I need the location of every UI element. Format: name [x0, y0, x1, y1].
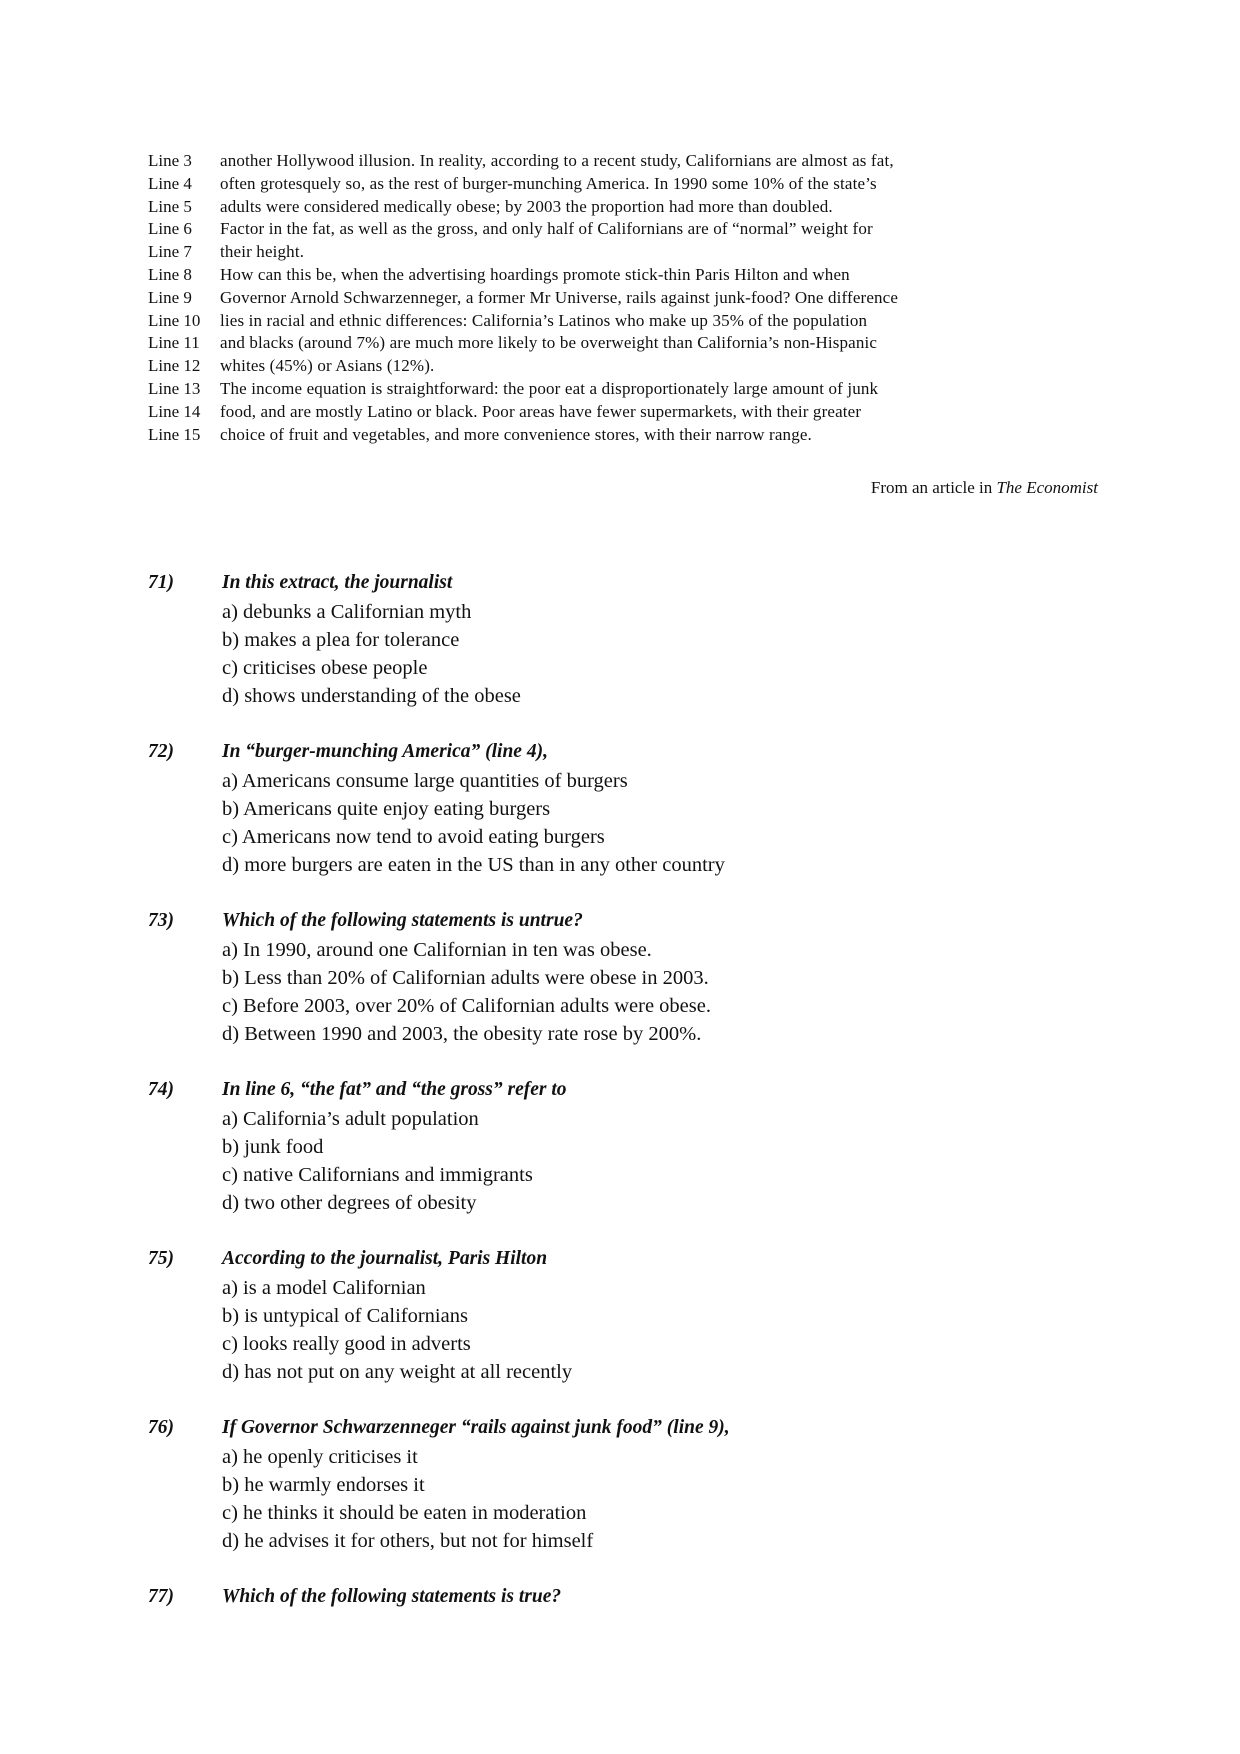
- question-75: [148, 1244, 1108, 1386]
- answer-option[interactable]: a) is a model Californian: [222, 1277, 426, 1299]
- question-header: [148, 1582, 1108, 1612]
- answer-option[interactable]: d) has not put on any weight at all recently: [222, 1361, 573, 1383]
- answer-options: [148, 1105, 1108, 1217]
- line-number: Line 7: [148, 242, 192, 262]
- line-number: Line 15: [148, 424, 201, 444]
- line-number: Line 3: [148, 151, 192, 170]
- passage-line: [148, 287, 1098, 310]
- question-number: 72): [148, 741, 174, 762]
- answer-option[interactable]: b) makes a plea for tolerance: [222, 629, 460, 651]
- answer-option[interactable]: a) California’s adult population: [222, 1108, 479, 1130]
- answer-options: [148, 1443, 1108, 1555]
- question-stem: In line 6, “the fat” and “the gross” refer to: [222, 1079, 567, 1100]
- answer-option[interactable]: c) native Californians and immigrants: [222, 1164, 533, 1186]
- line-number: Line 11: [148, 333, 200, 353]
- line-number: Line 6: [148, 219, 192, 239]
- passage-line: [148, 241, 1098, 264]
- line-text: choice of fruit and vegetables, and more convenience stores, with their narrow range.: [220, 424, 812, 444]
- source-publication: The Economist: [996, 478, 1098, 497]
- question-77: [148, 1582, 1108, 1612]
- line-number: Line 13: [148, 378, 201, 398]
- passage-line: [148, 310, 1098, 333]
- question-number: 74): [148, 1079, 174, 1100]
- passage-line: [148, 378, 1098, 401]
- question-header: [148, 568, 1108, 598]
- line-text: their height.: [220, 242, 305, 262]
- line-number: Line 12: [148, 356, 201, 376]
- line-number: Line 5: [148, 196, 192, 216]
- line-text: Factor in the fat, as well as the gross, and only half of Californians are of “normal” weight for: [220, 219, 873, 239]
- line-text: adults were considered medically obese; by 2003 the proportion had more than doubled.: [220, 196, 833, 216]
- line-text: and blacks (around 7%) are much more likely to be overweight than California’s non-Hispanic: [220, 333, 878, 353]
- answer-option[interactable]: b) Americans quite enjoy eating burgers: [222, 798, 551, 820]
- answer-option[interactable]: d) Between 1990 and 2003, the obesity rate rose by 200%.: [222, 1023, 702, 1045]
- line-text: The income equation is straightforward: the poor eat a disproportionately large amount of junk: [220, 378, 879, 398]
- answer-options: [148, 936, 1108, 1048]
- question-stem: Which of the following statements is untrue?: [222, 910, 583, 931]
- question-76: [148, 1413, 1108, 1555]
- answer-option[interactable]: c) Americans now tend to avoid eating burgers: [222, 826, 605, 848]
- question-72: [148, 737, 1108, 879]
- line-text: lies in racial and ethnic differences: California’s Latinos who make up 35% of the population: [220, 310, 868, 330]
- question-number: 73): [148, 910, 174, 931]
- answer-option[interactable]: a) he openly criticises it: [222, 1446, 418, 1468]
- passage-line: [148, 355, 1098, 378]
- line-text: food, and are mostly Latino or black. Poor areas have fewer supermarkets, with their greater: [220, 401, 862, 421]
- question-stem: In this extract, the journalist: [222, 572, 453, 593]
- answer-options: [148, 1274, 1108, 1386]
- answer-options: [148, 598, 1108, 710]
- answer-option[interactable]: b) junk food: [222, 1136, 324, 1158]
- question-stem: If Governor Schwarzenneger “rails against junk food” (line 9),: [222, 1417, 730, 1438]
- line-text: How can this be, when the advertising hoardings promote stick-thin Paris Hilton and when: [220, 264, 850, 284]
- reading-passage: [148, 150, 1098, 446]
- line-number: Line 14: [148, 401, 201, 421]
- answer-option[interactable]: a) In 1990, around one Californian in ten was obese.: [222, 939, 652, 961]
- answer-option[interactable]: c) he thinks it should be eaten in moderation: [222, 1502, 587, 1524]
- source-attribution: [871, 477, 1098, 499]
- line-number: Line 10: [148, 310, 201, 330]
- passage-line: [148, 332, 1098, 355]
- passage-line: [148, 218, 1098, 241]
- answer-option[interactable]: b) Less than 20% of Californian adults were obese in 2003.: [222, 967, 709, 989]
- answer-option[interactable]: c) criticises obese people: [222, 657, 428, 679]
- question-stem: According to the journalist, Paris Hilton: [222, 1248, 548, 1269]
- passage-line: [148, 196, 1098, 219]
- question-header: [148, 737, 1108, 767]
- question-number: 76): [148, 1417, 174, 1438]
- question-number: 71): [148, 572, 174, 593]
- answer-option[interactable]: c) Before 2003, over 20% of Californian adults were obese.: [222, 995, 711, 1017]
- question-header: [148, 1244, 1108, 1274]
- question-number: 77): [148, 1586, 174, 1607]
- line-text: often grotesquely so, as the rest of burger-munching America. In 1990 some 10% of the state’s: [220, 173, 877, 193]
- question-74: [148, 1075, 1108, 1217]
- passage-line: [148, 264, 1098, 287]
- answer-option[interactable]: d) shows understanding of the obese: [222, 685, 521, 707]
- question-stem: Which of the following statements is true?: [222, 1586, 562, 1607]
- question-73: [148, 906, 1108, 1048]
- passage-line: [148, 401, 1098, 424]
- passage-line: [148, 424, 1098, 447]
- question-header: [148, 1075, 1108, 1105]
- answer-option[interactable]: a) Americans consume large quantities of burgers: [222, 770, 628, 792]
- line-number: Line 4: [148, 173, 192, 193]
- answer-options: [148, 767, 1108, 879]
- question-number: 75): [148, 1248, 174, 1269]
- source-prefix: From an article in: [870, 478, 997, 497]
- question-stem: In “burger-munching America” (line 4),: [222, 741, 548, 762]
- question-header: [148, 906, 1108, 936]
- passage-line: [148, 173, 1098, 196]
- answer-option[interactable]: c) looks really good in adverts: [222, 1333, 471, 1355]
- answer-option[interactable]: d) two other degrees of obesity: [222, 1192, 477, 1214]
- answer-option[interactable]: d) more burgers are eaten in the US than in any other country: [222, 854, 725, 876]
- line-text: Governor Arnold Schwarzenneger, a former Mr Universe, rails against junk-food? One difference: [220, 287, 899, 307]
- line-text: another Hollywood illusion. In reality, according to a recent study, Californians are almost as fat,: [220, 151, 894, 170]
- question-list: [148, 568, 1108, 1639]
- answer-option[interactable]: d) he advises it for others, but not for himself: [222, 1530, 594, 1552]
- line-text: whites (45%) or Asians (12%).: [220, 356, 435, 376]
- answer-option[interactable]: a) debunks a Californian myth: [222, 601, 472, 623]
- question-71: [148, 568, 1108, 710]
- line-number: Line 8: [148, 264, 192, 284]
- answer-option[interactable]: b) he warmly endorses it: [222, 1474, 425, 1496]
- passage-line: [148, 150, 1098, 173]
- line-number: Line 9: [148, 287, 192, 307]
- question-header: [148, 1413, 1108, 1443]
- answer-option[interactable]: b) is untypical of Californians: [222, 1305, 468, 1327]
